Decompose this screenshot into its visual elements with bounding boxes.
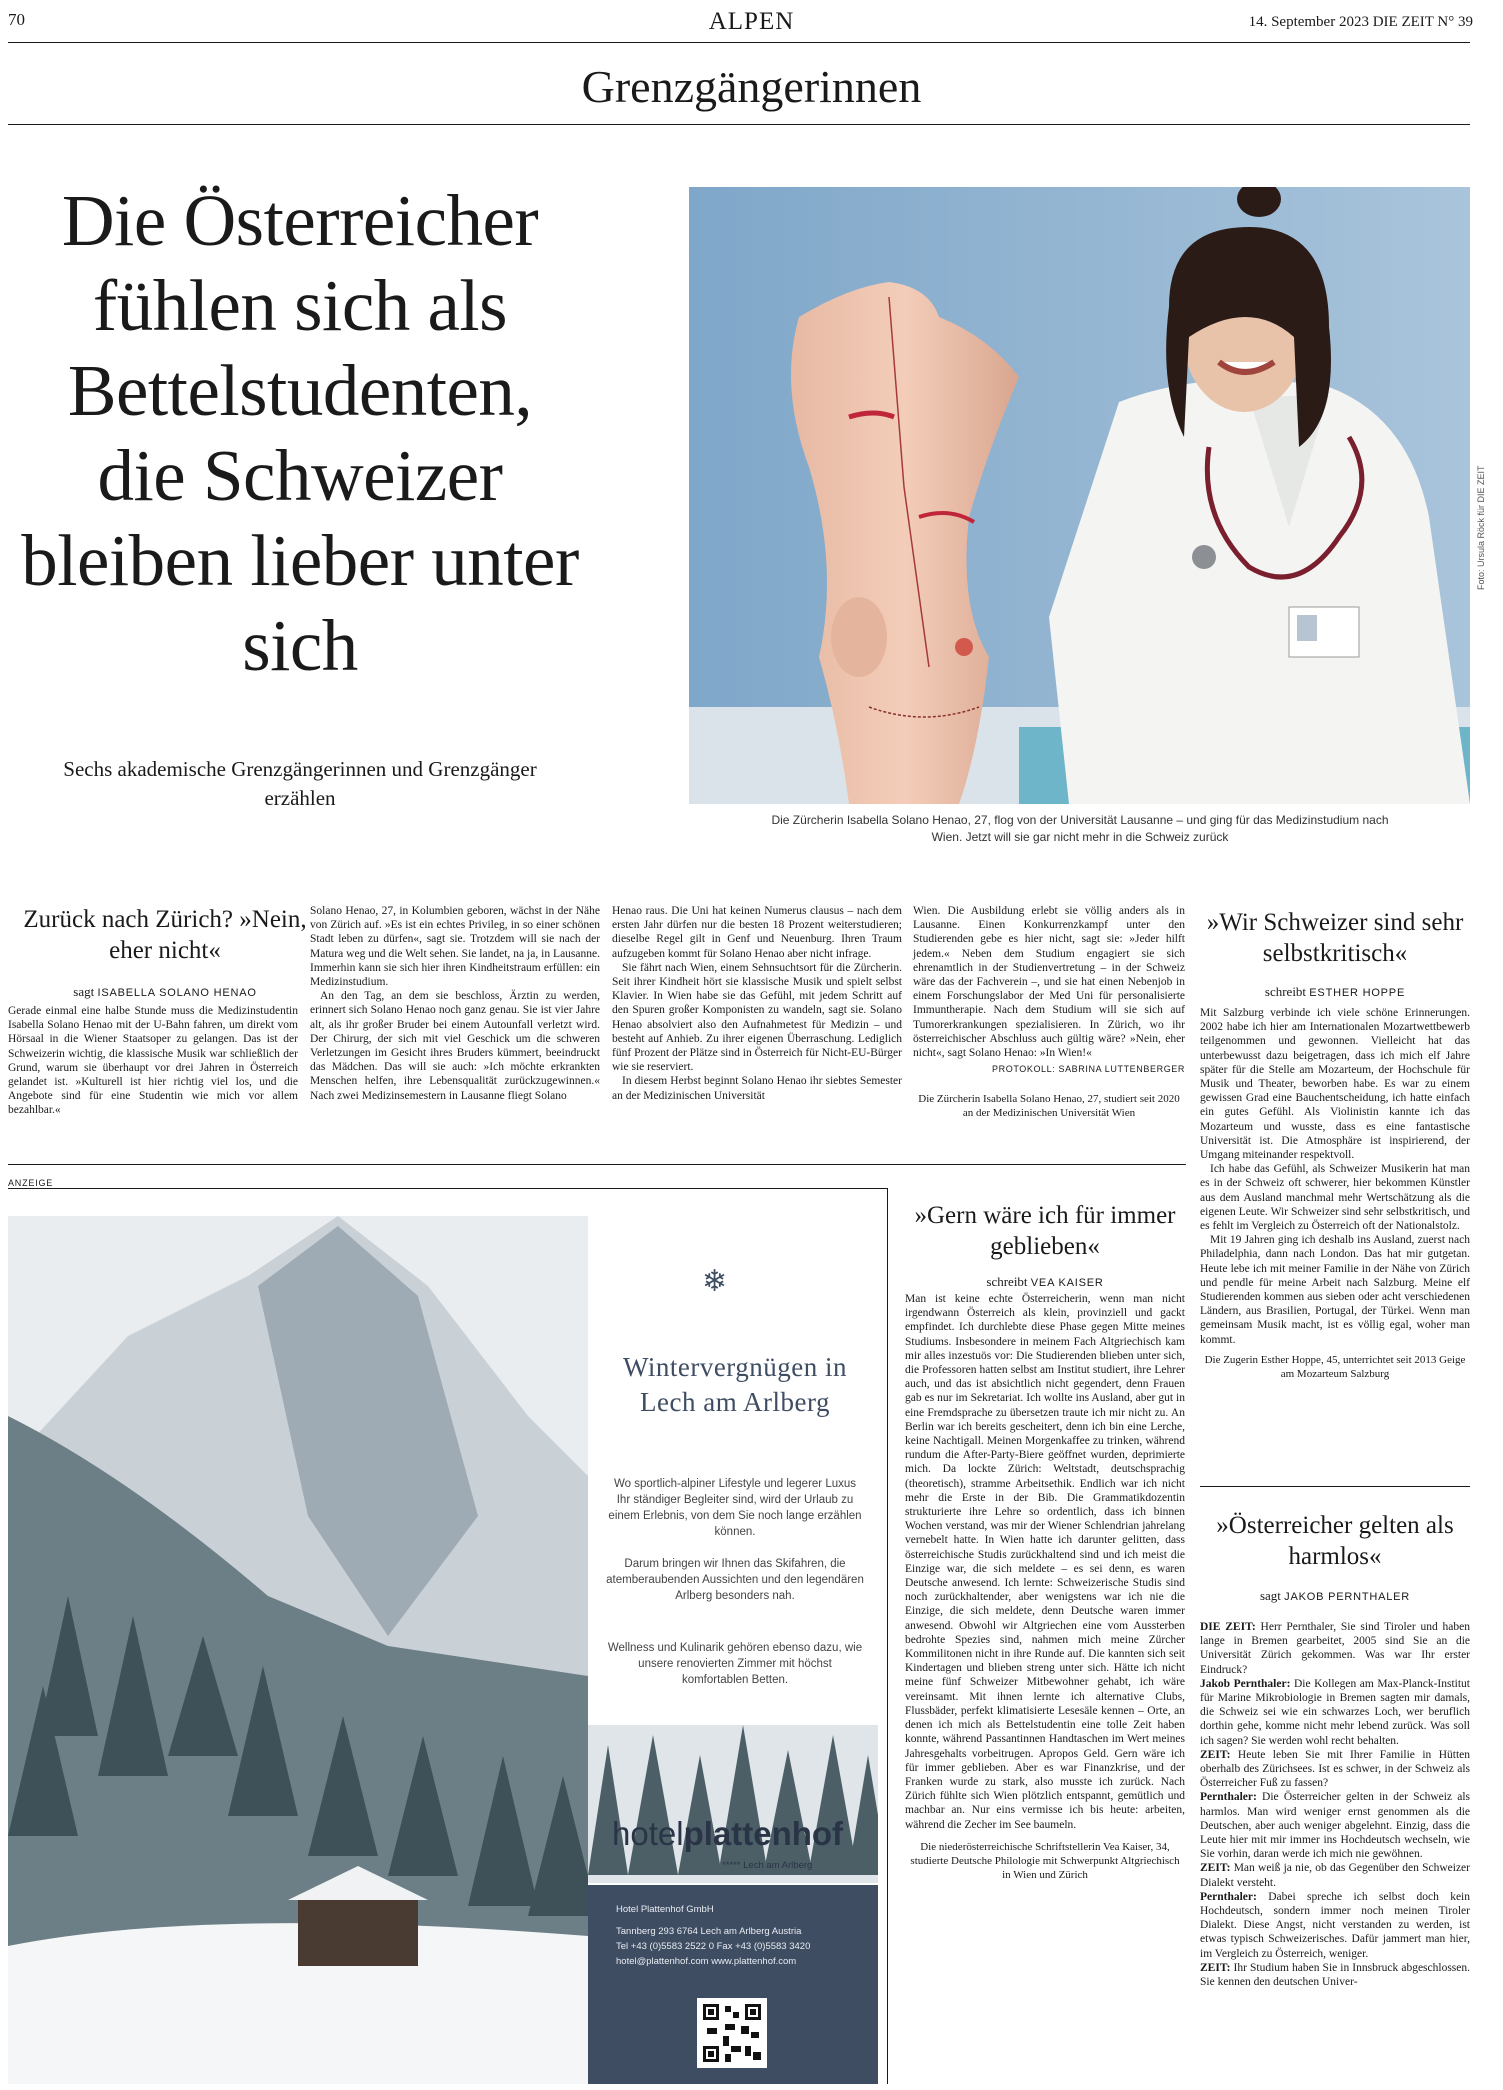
byline-name: ISABELLA SOLANO HENAO <box>97 987 257 999</box>
paragraph: Wien. Die Ausbildung erlebt sie völlig anders als in Lausanne. Einen Konkurrenzkampf unter den Studierenden gebe es hier nicht, sagt sie: »Jeder hilft jedem.« Neben dem Studium engagiert sie sich ehrenamtlich in der Studienvertretung – in der Schweiz wäre das der Fachverein –, und sie hat einen Nebenjob in einem Forschungslabor der Med Uni für personalisierte Immuntherapie. Nach dem Studium will sie sich auf Tumorerkrankungen spezialisieren. In Zürich, wo ihr österreichischer Abschluss auch gültig wäre? »Nein, eher nicht«, sagt Solano Henao: »In Wien!« <box>913 905 1185 1060</box>
paragraph: Mit Salzburg verbinde ich viele schöne Erinnerungen. 2002 habe ich hier am Internationalen Mozartwettbewerb teilgenommen und gewonnen. Vielleicht hat das unterbewusst dazu beigetragen, dass ich mich elf Jahre später für die Stelle am Mozarteum, der Hochschule für Musik und Theater, beworben habe. Es war zu einem gewissen Grad eine Bauchentscheidung, ich hatte einfach ein gutes Gefühl. Als Violinistin kannte ich das Mozarteum und wusste, dass es eine fantastische Universität ist. Die Atmosphäre ist inspirierend, der Umgang miteinander respektvoll. <box>1200 1007 1470 1162</box>
byline-name: VEA KAISER <box>1030 1277 1104 1289</box>
photo-credit: Foto: Ursula Röck für DIE ZEIT <box>1476 465 1486 590</box>
divider <box>1200 1486 1470 1487</box>
article2-byline <box>1200 984 1470 1000</box>
answer: Heute leben Sie mit Ihrer Familie in Hütten oberhalb des Zürichsees. Ist es schwer, in der Schweiz als Österreicher Fuß zu fassen? <box>1200 1748 1470 1790</box>
lead-photo <box>689 187 1470 804</box>
advert-title: Wintervergnügen in Lech am Arlberg <box>622 1352 848 1417</box>
subsection-rule <box>8 124 1470 125</box>
company-name: Hotel Plattenhof GmbH <box>616 1904 714 1915</box>
logo-tagline: ***** Lech am Arlberg <box>722 1860 813 1871</box>
company-address: Tannberg 293 6764 Lech am Arlberg Austria <box>616 1926 802 1937</box>
photo-caption: Die Zürcherin Isabella Solano Henao, 27, flog von der Universität Lausanne – und ging für das Medizinstudium nach Wien. Jetzt will sie gar nicht mehr in die Schweiz zurück <box>771 813 1389 844</box>
main-headline: Die Österreicher fühlen sich als Bettelstudenten, die Schweizer bleiben lieber unter sich <box>21 180 579 686</box>
article1-column-4 <box>913 904 1185 1120</box>
paragraph: Mit 19 Jahren ging ich deshalb ins Ausland, zuerst nach Philadelphia, dann nach London. Das hat mir gutgetan. Heute lebe ich mit meiner Familie in der Nähe von Zürich und pendle für meine Arbeit nach Salzburg. Meine elf Studierenden kommen aus sieben oder acht verschiedenen Ländern, aus Brasilien, Portugal, der Türkei. Wenn man gemeinsam Musik macht, ist es völlig egal, woher man kommt. <box>1200 1234 1470 1346</box>
speaker: ZEIT: <box>1200 1862 1231 1875</box>
company-web: hotel@plattenhof.com www.plattenhof.com <box>616 1956 797 1967</box>
answer: Die Österreicher gelten in der Schweiz als harmlos. Man wird weniger ernst genommen als die Deutschen, aber auch weniger abgelehnt. Einzig, dass die Leute hier mit mir immer ins Hochdeutsch wechseln, wie Sie vorhin, daran werde ich mich nie gewöhnen. <box>1200 1791 1470 1861</box>
article1-column-1 <box>8 1004 298 1118</box>
advert-text-1: Wo sportlich-alpiner Lifestyle und legerer Luxus Ihr ständiger Begleiter sind, wird der Urlaub zu einem Erlebnis, von dem Sie noch lange erzählen können. <box>608 1478 862 1538</box>
speaker: ZEIT: <box>1200 1748 1231 1761</box>
paragraph: Gerade einmal eine halbe Stunde muss die Medizinstudentin Isabella Solano Henao mit der U-Bahn fahren, um direkt vom Hörsaal in die Wiener Staatsoper zu gelangen. Das ist der Schweizerin wichtig, die klassische Musik war schließlich der Grund, warum sie überhaupt vor drei Jahren in Österreich gelandet ist. »Kulturell ist hier richtig viel los, und die Angebote sind für eine Studentin wie mich vor allem bezahlbar.« <box>8 1005 298 1117</box>
subsection-title: Grenzgängerinnen <box>581 61 922 112</box>
advert-text-2: Darum bringen wir Ihnen das Skifahren, die atemberaubenden Aussichten und den legendären Arlberg besonders nah. <box>606 1558 864 1602</box>
logo-light: hotel <box>612 1815 684 1852</box>
speaker: Pernthaler: <box>1200 1890 1257 1903</box>
byline-verb: sagt <box>73 984 95 999</box>
article3-headline: »Gern wäre ich für immer geblieben« <box>914 1202 1176 1260</box>
paragraph: Solano Henao, 27, in Kolumbien geboren, wächst in der Nähe von Zürich auf. »Es ist ein echtes Privileg, in so einer schönen Stadt leben zu dürfen«, sagt sie. Trotzdem will sie nach der Matura weg und die Welt sehen. Sie landet, na ja, in Lausanne. Immerhin kann sie sich hier ihren Kindheitstraum erfüllen: ein Medizinstudium. <box>310 905 600 989</box>
divider <box>8 1164 1186 1165</box>
company-phone: Tel +43 (0)5583 2522 0 Fax +43 (0)5583 3420 <box>616 1941 811 1952</box>
article1-column-3 <box>612 904 902 1103</box>
article2-bio: Die Zugerin Esther Hoppe, 45, unterrichtet seit 2013 Geige am Mozarteum Salzburg <box>1204 1353 1466 1380</box>
protocol-credit: PROTOKOLL: SABRINA LUTTENBERGER <box>992 1064 1185 1075</box>
advert-text-3: Wellness und Kulinarik gehören ebenso dazu, wie unsere renovierten Zimmer mit höchst komfortablen Betten. <box>607 1642 863 1686</box>
advert-label: ANZEIGE <box>8 1178 54 1188</box>
issue-date: 14. September 2023 DIE ZEIT N° 39 <box>1248 14 1473 30</box>
section-title: ALPEN <box>708 8 795 35</box>
answer: Dabei spreche ich selbst doch kein Hochdeutsch, sondern immer noch meinen Tiroler Dialekt. Diese Angst, nicht verstanden zu werden, ist etwas typisch Schweizerisches. Dafür jammert man hier, im Vergleich zu Österreich, weniger. <box>1200 1890 1470 1960</box>
page-number: 70 <box>8 10 25 29</box>
article1-byline <box>15 984 315 1000</box>
article1-headline: Zurück nach Zürich? »Nein, eher nicht« <box>23 906 307 964</box>
paragraph: Henao raus. Die Uni hat keinen Numerus clausus – nach dem ersten Jahr dürfen nur die besten 18 Prozent weiterstudieren; dieselbe Regel gilt in Genf und Neuenburg. Ihren Traum aufzugeben kommt für Solano Henao aber nicht infrage. <box>612 905 902 960</box>
article1-column-2 <box>310 904 600 1103</box>
speaker: Pernthaler: <box>1200 1791 1257 1804</box>
byline-verb: schreibt <box>1264 984 1307 999</box>
paragraph: Ich habe das Gefühl, als Schweizer Musikerin hat man es in der Schweiz oft schwerer, hier bekommen Künstler aus dem Ausland manchmal mehr Wertschätzung als die eigenen Leute. Wir Schweizer sind sehr selbstkritisch, und es fehlt im Vergleich zu Österreich oft der Nationalstolz. <box>1200 1163 1470 1233</box>
paragraph: Man ist keine echte Österreicherin, wenn man nicht irgendwann Österreich als klein, provinziell und gackt empfindet. Ich durchlebte diese Phase gegen Mitte meines Studiums. Insbesondere in meinem Fach Altgriechisch kam mir alles inzestuös vor: Die Studierenden blieben unter sich, die Professoren hatten selbst am Institut studiert, ihre Lehrer auch, und das ist absichtlich nicht gegendert, denn Frauen gab es nur im Sekretariat. Ich wollte ins Ausland, aber gut in eine Fremdsprache zu übersetzen traute ich mir nicht zu. An Berlin war ich bereits gescheitert, denn ich bin eine Lerche, keine Nachtigall. Meinen Morgenkaffee zu trinken, während rundum die After-Party-Biere geöffnet wurden, deprimierte mich. Da lockte Zürich: Weltstadt, deutschsprachig (theoretisch), stramme Arbeitsethik. Endlich war ich nicht mehr die Erste in der Bib. Die Grammatikdozentin strukturierte ihre Lehre so ordentlich, dass ich binnen Wochen verstand, was mir der Wiener Schlendrian jahrelang vernebelt hatte. In Wien hatte ich darunter gelitten, dass österreichische Studis zurückhaltend sind und ich meist die Einzige war, die sich meldete – es sei denn, es waren Deutsche anwesend. Ich lernte: Schweizerische Studis sind noch zurückhaltender, aber wenigstens war ich nie die Einzige, die sich meldete, denn Deutsche waren immer anwesend. Obwohl wir Altgriechen eine vom Aussterben bedrohte Spezies sind, nahmen mich meine Zürcher Kommilitonen nicht in ihre Runde auf. Die kannten sich seit Kindertagen und blieben streng unter sich. Hätte ich nicht meine fünf Schweizer Mitbewohner gehabt, ich wäre vereinsamt. Mit ihnen lernte ich alternative Clubs, Flussbäder, perfekt klimatisierte Lesesäle kennen – Orte, an denen ich mich als Bettelstudentin eine tolle Zeit haben konnte, während Passantinnen Handtaschen im Wert meines Jahresgehalts vorbeitrugen. Apropos Geld. Gern wäre ich für immer geblieben. Aber es war Finanzkrise, und der Franken wurde zu stark, also musste ich zurück. Nach Zürich fühlte sich Wien plötzlich entspannt, gemütlich und machbar an. Nur eins vermisse ich bis heute: arbeiten, während die Zecher im See baumeln. <box>905 1293 1185 1831</box>
speaker: DIE ZEIT: <box>1200 1621 1256 1633</box>
article2-headline: »Wir Schweizer sind sehr selbstkritisch« <box>1206 909 1464 967</box>
speaker: ZEIT: <box>1200 1961 1231 1974</box>
qr-code-icon[interactable] <box>697 1998 767 2068</box>
answer: Man weiß ja nie, ob das Gegenüber den Schweizer Dialekt versteht. <box>1200 1862 1470 1889</box>
article3-body <box>905 1292 1185 1882</box>
article3-bio: Die niederösterreichische Schriftstellerin Vea Kaiser, 34, studierte Deutsche Philologie mit Schwerpunkt Altgriechisch in Wien und Zürich <box>910 1840 1180 1881</box>
byline-verb: sagt <box>1259 1588 1281 1603</box>
deck: Sechs akademische Grenzgängerinnen und Grenzgänger erzählen <box>63 757 537 810</box>
hotel-logo <box>612 1815 843 1853</box>
speaker: Jakob Pernthaler: <box>1200 1677 1291 1690</box>
answer: Die Kollegen am Max-Planck-Institut für Marine Mikrobiologie in Bremen sagten mir damals, die Schweiz sei wie ein schwarzes Loch, wer beruflich dorthin gehe, komme nicht mehr lebend zurück. Was soll ich sagen? Sie werden wohl recht behalten. <box>1200 1677 1470 1747</box>
answer: Herr Pernthaler, Sie sind Tiroler und haben lange in Bremen gearbeitet, 2005 sind Sie an die Universität Zürich gekommen. Was war Ihr erster Eindruck? <box>1200 1621 1470 1676</box>
header-rule <box>8 42 1470 43</box>
answer: Ihr Studium haben Sie in Innsbruck abgeschlossen. Sie kennen den deutschen Univer- <box>1200 1961 1470 1989</box>
article1-bio: Die Zürcherin Isabella Solano Henao, 27, studiert seit 2020 an der Medizinischen Universität Wien <box>918 1093 1180 1120</box>
article4-byline <box>1200 1588 1470 1604</box>
article2-body <box>1200 1006 1470 1381</box>
byline-verb: schreibt <box>986 1274 1028 1289</box>
advert-winter-photo <box>8 1216 588 2084</box>
byline-name: JAKOB PERNTHALER <box>1284 1591 1411 1603</box>
logo-bold: plattenhof <box>683 1815 844 1852</box>
article3-byline <box>905 1274 1185 1290</box>
article4-body <box>1200 1620 1470 2088</box>
byline-name: ESTHER HOPPE <box>1309 987 1406 999</box>
paragraph: In diesem Herbst beginnt Solano Henao ihr siebtes Semester an der Medizinischen Universität <box>612 1075 902 1102</box>
paragraph: Sie fährt nach Wien, einem Sehnsuchtsort für die Zürcherin. Seit ihrer Kindheit hört sie klassische Musik und spielt selbst Klavier. In Wien habe sie das Gefühl, mit jedem Schritt auf den Spuren großer Komponisten zu wandeln, sagt sie. Solano Henao absolviert also den Aufnahmetest für Medizin – und besteht auf Anhieb. Zu ihrer eigenen Überraschung. Lediglich fünf Prozent der Plätze sind in Österreich für Nicht-EU-Bürger wie sie reserviert. <box>612 961 902 1074</box>
snowflake-icon: ❄ <box>702 1265 728 1298</box>
article4-headline: »Österreicher gelten als harmlos« <box>1216 1512 1454 1570</box>
paragraph: An den Tag, an dem sie beschloss, Ärztin zu werden, erinnert sich Solano Henao noch ganz genau. Sie ist vier Jahre alt, als ihr großer Bruder bei einem Autounfall verletzt wird. Der Chirurg, der sich mit viel Geschick um die schweren Verletzungen im Gesicht ihres Bruders kümmert, beeindruckt das Mädchen. Das will sie auch: »Ich möchte erkrankten Menschen helfen, ihre Lebensqualität zurückzugewinnen.« Nach zwei Medizinsemestern in Lausanne fliegt Solano <box>310 990 600 1102</box>
